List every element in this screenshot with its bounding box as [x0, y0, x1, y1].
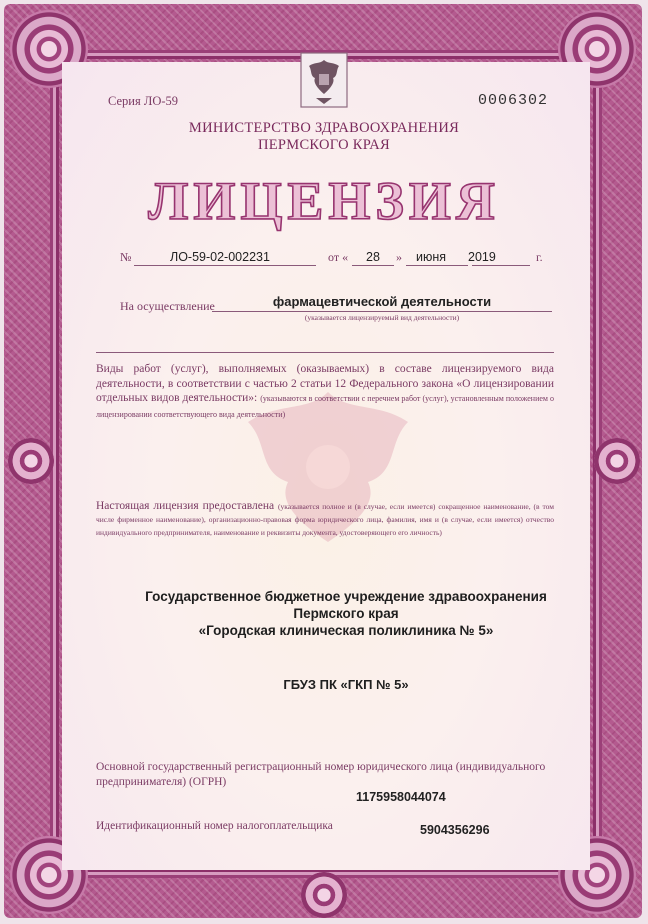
ogrn-value: 1175958044074 — [356, 790, 446, 804]
month-underline — [406, 265, 468, 266]
authority-line: МИНИСТЕРСТВО ЗДРАВООХРАНЕНИЯ — [188, 120, 460, 136]
organization-line: Государственное бюджетное учреждение здравоохранения — [145, 589, 547, 604]
number-sign: № — [120, 250, 132, 264]
inn-value: 5904356296 — [420, 823, 490, 837]
works-top-line — [96, 352, 554, 353]
works-text: Виды работ (услуг), выполняемых (оказываемых) в составе лицензируемого вида деятельности, в соответствии с частью 2 статьи 12 Федерального закона «О лицензировании отдельных видов деятельности»: — [96, 363, 554, 404]
date-day-close: » — [396, 250, 402, 264]
date-from-label: от « — [328, 250, 349, 264]
license-year: 2019 — [468, 250, 496, 264]
granted-paragraph — [96, 500, 554, 539]
year-suffix: г. — [536, 250, 543, 264]
activity-label: На осуществление — [120, 299, 215, 313]
edge-rosette-left — [8, 438, 54, 484]
authority-line: ПЕРМСКОГО КРАЯ — [257, 137, 391, 153]
russian-coat-of-arms-icon — [300, 52, 348, 108]
granted-hint: (указывается полное и (в случае, если имеется) сокращенное наименование, (в том числе фирменное наименование), организационно-правовая форма юридического лица, фамилия, имя и (в случае, если имеется) отчество индивидуального предпринимателя, наименование и реквизиты документа, удостоверяющего его личность) — [96, 502, 555, 537]
license-day: 28 — [366, 250, 380, 264]
organization-line: Пермского края — [293, 606, 399, 621]
inn-label: Идентификационный номер налогоплательщика — [96, 820, 333, 832]
organization-line: «Городская клиническая поликлиника № 5» — [198, 623, 494, 638]
license-number-row — [120, 250, 560, 270]
edge-rosette-bottom — [301, 872, 347, 918]
day-underline — [352, 265, 394, 266]
license-number: ЛО-59-02-002231 — [170, 250, 270, 264]
works-hint: (указываются в соответствии с перечнем работ (услуг), установленным положением о лицензировании соответствующего вида деятельности) — [96, 394, 555, 419]
granted-text: Настоящая лицензия предоставлена — [96, 500, 275, 512]
activity-underline — [212, 311, 552, 312]
works-paragraph — [96, 362, 554, 422]
edge-rosette-right — [594, 438, 640, 484]
number-underline — [134, 265, 316, 266]
series-label: Серия ЛО-59 — [108, 94, 179, 108]
activity-value: фармацевтической деятельности — [272, 294, 492, 309]
license-month: июня — [416, 250, 447, 264]
ogrn-label: Основной государственный регистрационный номер юридического лица (индивидуального предпринимателя) (ОГРН) — [96, 761, 546, 788]
issuing-authority — [120, 120, 528, 154]
activity-hint: (указывается лицензируемый вид деятельности) — [304, 313, 460, 322]
organization-name — [96, 588, 596, 639]
blank-number: 0006302 — [478, 92, 549, 109]
year-underline — [472, 265, 530, 266]
organization-abbreviation: ГБУЗ ПК «ГКП № 5» — [283, 677, 409, 692]
document-title: ЛИЦЕНЗИЯ — [148, 171, 500, 231]
